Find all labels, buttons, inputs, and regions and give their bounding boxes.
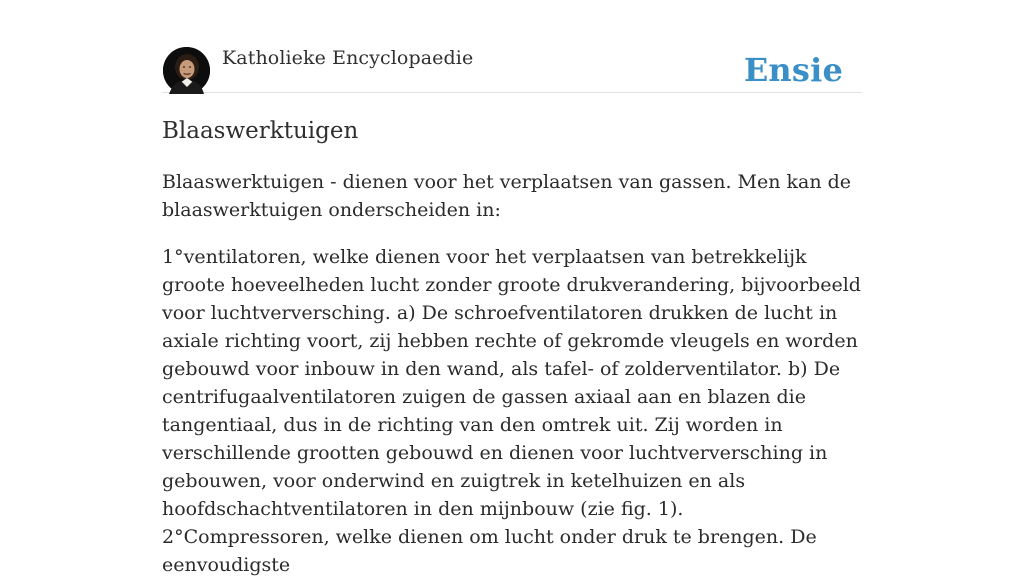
- article-title: Blaaswerktuigen: [162, 118, 359, 144]
- brand-logo[interactable]: Ensie: [743, 51, 843, 89]
- article-body: [162, 168, 862, 579]
- article-paragraph-2: 2°Compressoren, welke dienen om lucht onder druk te brengen. De eenvoudigste: [162, 526, 817, 576]
- source-title[interactable]: Katholieke Encyclopaedie: [222, 47, 474, 69]
- article-intro: Blaaswerktuigen - dienen voor het verplaatsen van gassen. Men kan de blaaswerktuigen onderscheiden in:: [162, 171, 852, 221]
- portrait-avatar-icon[interactable]: [163, 47, 210, 94]
- site-header: [162, 46, 862, 93]
- article-paragraph-1: 1°ventilatoren, welke dienen voor het verplaatsen van betrekkelijk groote hoeveelheden lucht zonder groote drukverandering, bijvoorbeeld voor luchtverversching. a) De schroefventilatoren drukken de lucht in axiale richting voort, zij hebben rechte of gekromde vleugels en worden gebouwd voor inbouw in den wand, als tafel- of zolderventilator. b) De centrifugaalventilatoren zuigen de gassen axiaal aan en blazen die tangentiaal, dus in de richting van den omtrek uit. Zij worden in verschillende grootten gebouwd en dienen voor luchtverversching in gebouwen, voor onderwind en zuigtrek in ketelhuizen en als hoofdschachtventilatoren in den mijnbouw (zie fig. 1).: [162, 246, 861, 520]
